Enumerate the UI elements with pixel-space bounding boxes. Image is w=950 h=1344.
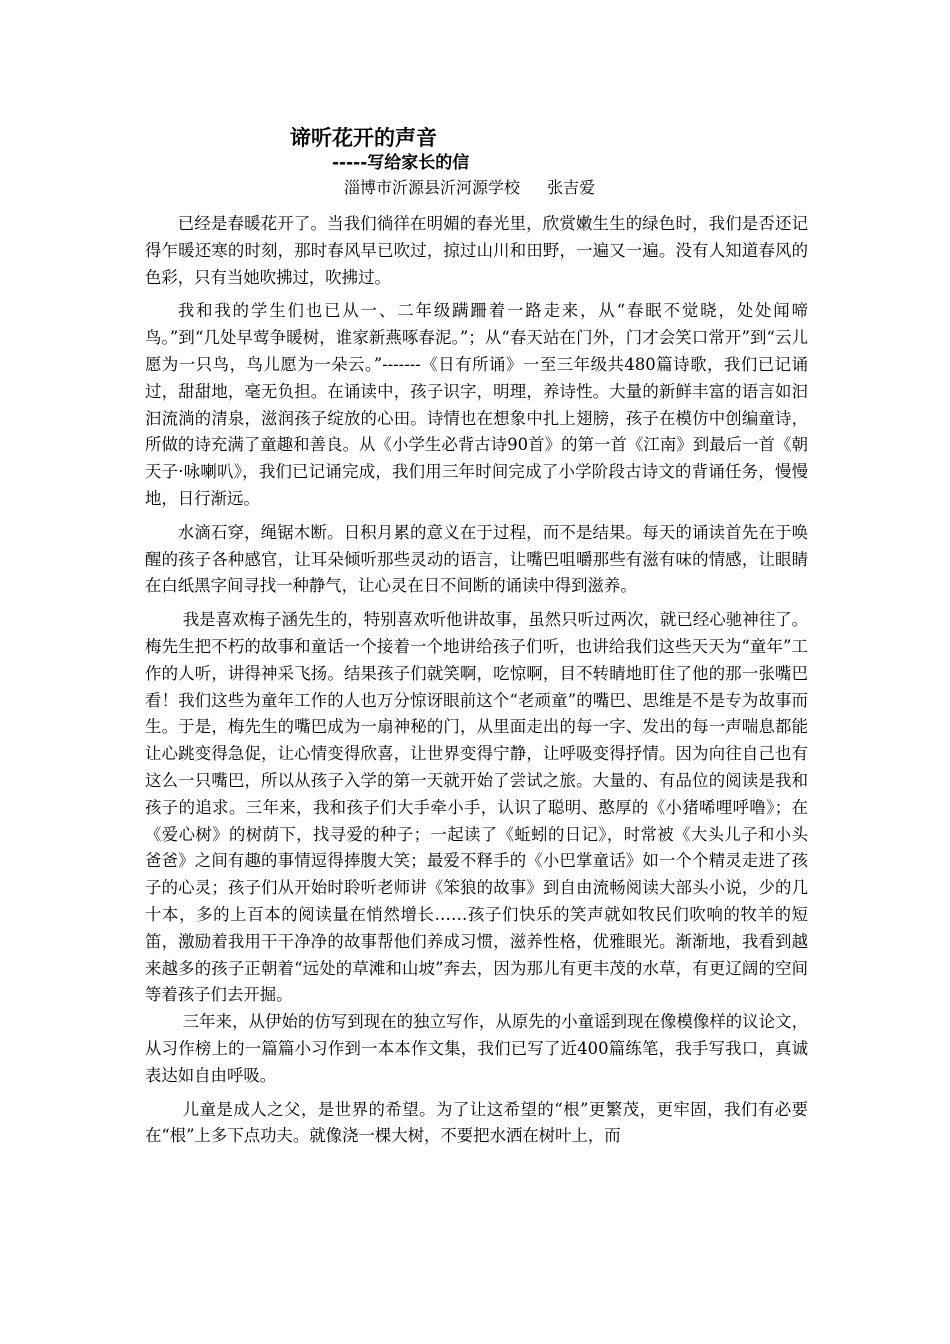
body-paragraph: 水滴石穿，绳锯木断。日积月累的意义在于过程，而不是结果。每天的诵读首先在于唤醒的孩子各种感官，让耳朵倾听那些灵动的语言，让嘴巴咀嚼那些有滋有味的情感，让眼睛在白纸黑字间寻找一种静气，让心灵在日不间断的诵读中得到滋养。 bbox=[145, 522, 808, 596]
letter-body bbox=[145, 211, 808, 1150]
document-subtitle: -----写给家长的信 bbox=[332, 153, 470, 173]
body-paragraph: 三年来，从伊始的仿写到现在的独立写作，从原先的小童谣到现在像模像样的议论文，从习作榜上的一篇篇小习作到一本本作文集，我们已写了近400篇练笔，我手写我口，真诚表达如自由呼吸。 bbox=[145, 1012, 808, 1085]
author-line bbox=[344, 176, 595, 200]
body-paragraph: 儿童是成人之父，是世界的希望。为了让这希望的“根”更繁茂，更牢固，我们有必要在“根”上多下点功夫。就像浇一棵大树，不要把水洒在树叶上，而 bbox=[145, 1099, 808, 1146]
body-paragraph: 已经是春暖花开了。当我们徜徉在明媚的春光里，欣赏嫩生生的绿色时，我们是否还记得乍暖还寒的时刻，那时春风早已吹过，掠过山川和田野，一遍又一遍。没有人知道春风的色彩，只有当她吹拂过，吹拂过。 bbox=[145, 214, 808, 287]
body-paragraph: 我和我的学生们也已从一、二年级蹒跚着一路走来，从“春眠不觉晓，处处闻啼鸟。”到“几处早莺争暖树，谁家新燕啄春泥。”；从“春天站在门外，门才会笑口常开”到“云儿愿为一只鸟，鸟儿愿为一朵云。”-------《日有所诵》一至三年级共480篇诗歌，我们已记诵过，甜甜地，毫无负担。在诵读中，孩子识字，明理，养诗性。大量的新鲜丰富的语言如汩汩流淌的清泉，滋润孩子绽放的心田。诗情也在想象中扎上翅膀，孩子在模仿中创编童诗，所做的诗充满了童趣和善良。从《小学生必背古诗90首》的第一首《江南》到最后一首《朝天子·咏喇叭》，我们已记诵完成，我们用三年时间完成了小学阶段古诗文的背诵任务，慢慢地，日行渐远。 bbox=[145, 301, 808, 508]
author-name: 张吉爱 bbox=[547, 178, 596, 197]
author-school: 淄博市沂源县沂河源学校 bbox=[344, 178, 521, 197]
body-paragraph: 我是喜欢梅子涵先生的，特别喜欢听他讲故事，虽然只听过两次，就已经心驰神往了。梅先生把不朽的故事和童话一个接着一个地讲给孩子们听，也讲给我们这些天天为“童年”工作的人听，讲得神采飞扬。结果孩子们就笑啊，吃惊啊，目不转睛地盯住了他的那一张嘴巴看！我们这些为童年工作的人也万分惊讶眼前这个“老顽童”的嘴巴、思维是不是专为故事而生。于是，梅先生的嘴巴成为一扇神秘的门，从里面走出的每一字、发出的每一声喘息都能让心跳变得急促，让心情变得欣喜，让世界变得宁静，让呼吸变得抒情。因为向往自己也有这么一只嘴巴，所以从孩子入学的第一天就开始了尝试之旅。大量的、有品位的阅读是我和孩子的追求。三年来，我和孩子们大手牵小手，认识了聪明、憨厚的《小猪唏哩呼噜》；在《爱心树》的树荫下，找寻爱的种子；一起读了《蚯蚓的日记》，时常被《大头儿子和小头爸爸》之间有趣的事情逗得捧腹大笑；最爱不释手的《小巴掌童话》如一个个精灵走进了孩子的心灵；孩子们从开始时聆听老师讲《笨狼的故事》到自由流畅阅读大部头小说，少的几十本，多的上百本的阅读量在悄然增长……孩子们快乐的笑声就如牧民们吹响的牧羊的短笛，激励着我用干干净净的故事帮他们养成习惯，滋养性格，优雅眼光。渐渐地，我看到越来越多的孩子正朝着“远处的草滩和山坡”奔去，因为那儿有更丰茂的水草，有更辽阔的空间等着孩子们去开掘。 bbox=[145, 610, 808, 1005]
document-title: 谛听花开的声音 bbox=[290, 126, 437, 150]
